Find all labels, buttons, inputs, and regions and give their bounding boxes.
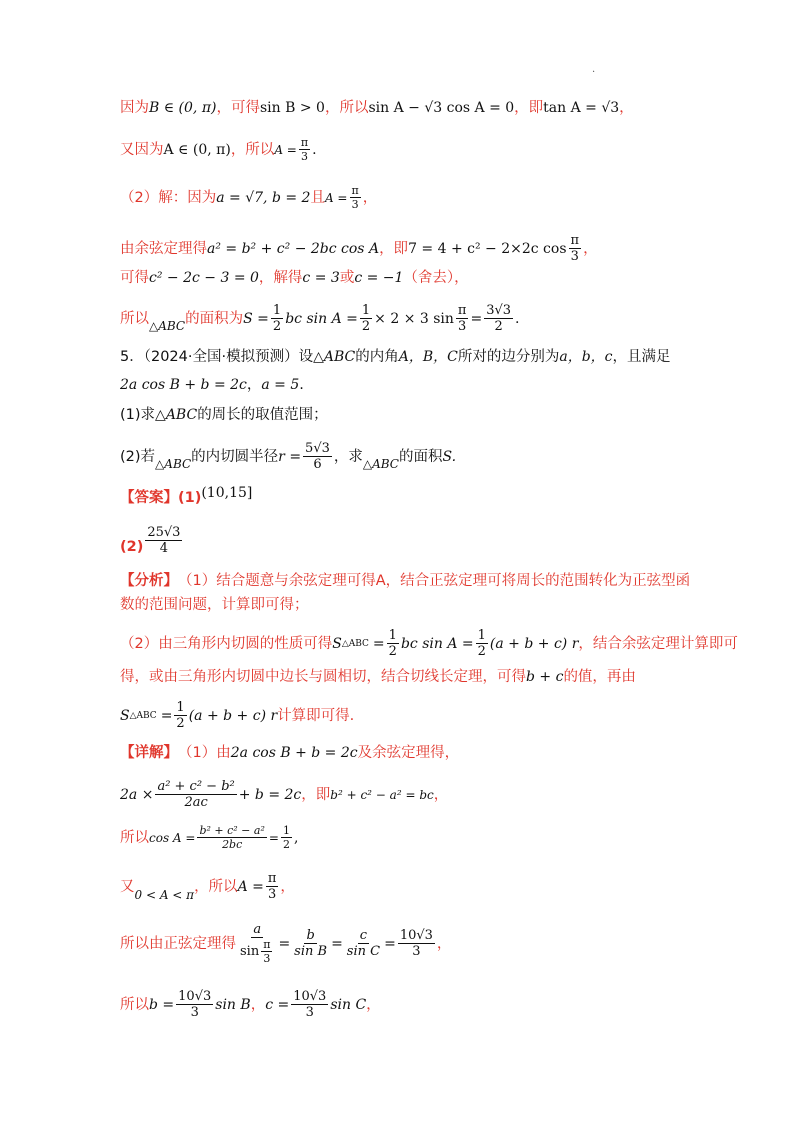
math: × 2 × 3 sin bbox=[374, 310, 454, 327]
math: a = √7, b = 2 bbox=[216, 189, 311, 206]
text: ，求 bbox=[333, 448, 363, 465]
fraction: $\frac{\pi}{3}$ bbox=[267, 871, 277, 902]
q5-line-2 bbox=[120, 374, 304, 396]
math: = bbox=[268, 830, 279, 845]
text: 所对的边分别为 bbox=[457, 349, 560, 365]
text: . bbox=[299, 377, 304, 393]
detail-line-2 bbox=[120, 779, 448, 810]
fraction: $\frac{3√3}{2}$ bbox=[486, 303, 512, 334]
text: (2)若 bbox=[120, 448, 156, 465]
math: A = bbox=[274, 142, 297, 157]
fraction: $\frac{1}{2}$ bbox=[477, 628, 486, 659]
text: ， bbox=[246, 377, 262, 393]
math: S bbox=[120, 707, 130, 724]
text: （2）解：因为 bbox=[120, 189, 217, 206]
text: ，可得 bbox=[216, 100, 260, 116]
fraction: $\frac{\pi}{3}$ bbox=[457, 303, 467, 334]
text: . bbox=[312, 141, 317, 158]
question-header: 5．（2024·全国·模拟预测）设 bbox=[120, 349, 314, 365]
math: △ABC bbox=[362, 456, 399, 471]
text: (1) bbox=[178, 490, 202, 506]
text: ， bbox=[433, 786, 449, 803]
answer-line-2 bbox=[120, 525, 184, 556]
text: ，结合余弦定理计算即可 bbox=[578, 635, 738, 652]
math: 2a × bbox=[120, 786, 154, 803]
math: B ∈ (0, π) bbox=[149, 100, 217, 116]
math: △ABC bbox=[155, 456, 192, 471]
text: 且 bbox=[310, 189, 325, 206]
text: 因为 bbox=[120, 100, 149, 116]
text: . bbox=[515, 310, 520, 327]
math: b² + c² − a² = bc bbox=[330, 787, 434, 802]
text: 又因为 bbox=[120, 141, 164, 158]
text: 所以 bbox=[120, 829, 149, 846]
q5-sub-2 bbox=[120, 441, 456, 472]
detail-line-1 bbox=[120, 742, 459, 764]
text: 又 bbox=[120, 878, 135, 895]
math: = bbox=[470, 310, 483, 327]
text: 所以 bbox=[120, 996, 149, 1013]
fraction: $\frac{\text{a² + c² − b²}}{2ac}$ bbox=[157, 779, 235, 810]
p2-line-4 bbox=[120, 303, 519, 334]
text: 的内角 bbox=[355, 349, 399, 365]
fraction: $\frac{10√3}{3}$ bbox=[399, 928, 433, 959]
text: ，即 bbox=[379, 240, 409, 257]
math: tan A = √3 bbox=[543, 100, 620, 116]
fraction: $\frac{1}{2}$ bbox=[388, 628, 397, 659]
text: 可得 bbox=[120, 270, 149, 286]
math: + b = 2c bbox=[238, 786, 302, 803]
math: (10,15] bbox=[201, 485, 253, 501]
math: △ABC bbox=[155, 407, 198, 423]
fraction: $\frac{b}{\text{sin B}}$ bbox=[294, 928, 328, 959]
math: bc sin A = bbox=[285, 310, 358, 327]
fraction: $\frac{\text{b² + c² − a²}}{2bc}$ bbox=[199, 824, 265, 851]
text: ，即 bbox=[514, 100, 544, 116]
p2-line-1 bbox=[120, 184, 377, 211]
answer-label: 【答案】 bbox=[120, 490, 178, 506]
text: 的周长的取值范围； bbox=[197, 407, 328, 423]
text: 的面积为 bbox=[185, 310, 244, 327]
math: A，B，C bbox=[398, 349, 458, 365]
math: 2a cos B + b = 2c bbox=[120, 377, 247, 393]
fraction: $\frac{1}{2}$ bbox=[272, 303, 282, 334]
text: (1)求 bbox=[120, 407, 156, 423]
text: 得，或由三角形内切圆中边长与圆相切，结合切线长定理，可得 bbox=[120, 669, 526, 685]
fraction: $\frac{10√3}{3}$ bbox=[293, 989, 327, 1020]
text: ，所以 bbox=[324, 100, 369, 116]
fraction: $\frac{\pi}{3}$ bbox=[300, 136, 309, 163]
fraction: $\frac{25√3}{4}$ bbox=[147, 525, 181, 556]
math: a² = b² + c² − 2bc cos A bbox=[207, 240, 380, 257]
text: 的值，再由 bbox=[563, 669, 636, 685]
math: sin A − √3 cos A = 0 bbox=[368, 100, 515, 116]
math: S = bbox=[243, 310, 269, 327]
text: ， bbox=[583, 240, 598, 257]
fraction: $\frac{\pi}{3}$ bbox=[351, 184, 359, 211]
math: S. bbox=[442, 448, 457, 465]
math: △ABC bbox=[149, 318, 186, 333]
math: cos A = bbox=[149, 830, 196, 845]
answer-line-1 bbox=[120, 487, 252, 509]
fraction: a sin $\frac{\pi}{3}$ bbox=[240, 922, 271, 965]
text: (2) bbox=[120, 538, 144, 555]
detail-line-5 bbox=[120, 922, 451, 965]
text: , bbox=[293, 829, 299, 846]
fraction: $\frac{c}{\text{sin C}}$ bbox=[346, 928, 381, 959]
math: b + c bbox=[526, 669, 564, 685]
text: （1）结合题意与余弦定理可得A，结合正弦定理可将周长的范围转化为正弦型函 bbox=[178, 573, 691, 589]
analysis-line-1 bbox=[120, 570, 690, 592]
math: = bbox=[372, 635, 385, 652]
q5-sub-1 bbox=[120, 404, 328, 426]
text: （舍去）， bbox=[403, 270, 469, 286]
math: a，b，c bbox=[559, 349, 613, 365]
math: A ∈ (0, π) bbox=[163, 141, 231, 158]
analysis-line-2 bbox=[120, 594, 309, 616]
text: 的内切圆半径 bbox=[191, 448, 279, 465]
math: bc sin A = bbox=[400, 635, 474, 652]
analysis-line-3 bbox=[120, 628, 738, 659]
math: 0 < A < π bbox=[134, 887, 195, 902]
math: S bbox=[332, 635, 342, 652]
q5-line-1 bbox=[120, 346, 671, 368]
fraction: $\frac{\pi}{3}$ bbox=[570, 233, 580, 264]
p1-line-2 bbox=[120, 136, 317, 163]
math: b = bbox=[149, 996, 175, 1013]
math: 7 = 4 + c² − 2×2c cos bbox=[408, 240, 567, 257]
p2-line-3 bbox=[120, 267, 469, 289]
math: △ABC bbox=[129, 710, 157, 721]
text: 数的范围问题，计算即可得； bbox=[120, 597, 309, 613]
p2-line-2 bbox=[120, 233, 598, 264]
math: = bbox=[331, 935, 343, 952]
detail-line-6 bbox=[120, 989, 381, 1020]
fraction: $\frac{10√3}{3}$ bbox=[178, 989, 212, 1020]
math: 2a cos B + b = 2c bbox=[230, 745, 358, 761]
text: 的面积 bbox=[399, 448, 443, 465]
math: (a + b + c) r bbox=[188, 707, 278, 724]
text: ，解得 bbox=[258, 270, 303, 286]
analysis-line-4 bbox=[120, 666, 636, 688]
math: c = bbox=[265, 996, 290, 1013]
math: a = 5 bbox=[261, 377, 300, 393]
text: ， bbox=[280, 878, 295, 895]
math: c = 3 bbox=[302, 270, 340, 286]
math: = bbox=[160, 707, 173, 724]
text: ， bbox=[362, 189, 378, 206]
text: （2）由三角形内切圆的性质可得 bbox=[120, 635, 333, 652]
text: ，所以 bbox=[194, 878, 238, 895]
text: ，即 bbox=[301, 786, 331, 803]
text: （1）由 bbox=[178, 745, 231, 761]
text: ，且满足 bbox=[612, 349, 671, 365]
math: △ABC bbox=[313, 349, 356, 365]
corner-mark: . bbox=[592, 64, 596, 75]
text: ， bbox=[436, 935, 452, 952]
text: 所以由正弦定理得 bbox=[120, 935, 236, 952]
text: 及余弦定理得， bbox=[357, 745, 460, 761]
detail-label: 【详解】 bbox=[120, 745, 178, 761]
math: c = −1 bbox=[354, 270, 404, 286]
text: 或 bbox=[339, 270, 355, 286]
math: = bbox=[384, 935, 396, 952]
math: c² − 2c − 3 = 0 bbox=[149, 270, 259, 286]
math: sin C bbox=[330, 996, 367, 1013]
math: = bbox=[278, 935, 291, 952]
fraction: $\frac{1}{2}$ bbox=[282, 824, 290, 851]
analysis-label: 【分析】 bbox=[120, 573, 178, 589]
math: A = bbox=[324, 190, 348, 205]
math: sin B > 0 bbox=[259, 100, 325, 116]
math: r = bbox=[278, 448, 302, 465]
analysis-line-5 bbox=[120, 700, 354, 731]
math: (a + b + c) r bbox=[489, 635, 579, 652]
text: ， bbox=[250, 996, 266, 1013]
fraction: $\frac{5√3}{6}$ bbox=[305, 441, 330, 472]
text: ，所以 bbox=[230, 141, 275, 158]
math: A = bbox=[237, 878, 264, 895]
detail-line-4 bbox=[120, 871, 295, 902]
text: 由余弦定理得 bbox=[120, 240, 207, 257]
text: 所以 bbox=[120, 310, 149, 327]
p1-line-1 bbox=[120, 97, 634, 119]
math: sin B bbox=[215, 996, 251, 1013]
text: ， bbox=[619, 100, 634, 116]
fraction: $\frac{1}{2}$ bbox=[176, 700, 185, 731]
text: ， bbox=[366, 996, 381, 1013]
math: △ABC bbox=[341, 638, 369, 649]
fraction: $\frac{1}{2}$ bbox=[361, 303, 371, 334]
text: 计算即可得. bbox=[277, 707, 355, 724]
detail-line-3 bbox=[120, 824, 298, 851]
